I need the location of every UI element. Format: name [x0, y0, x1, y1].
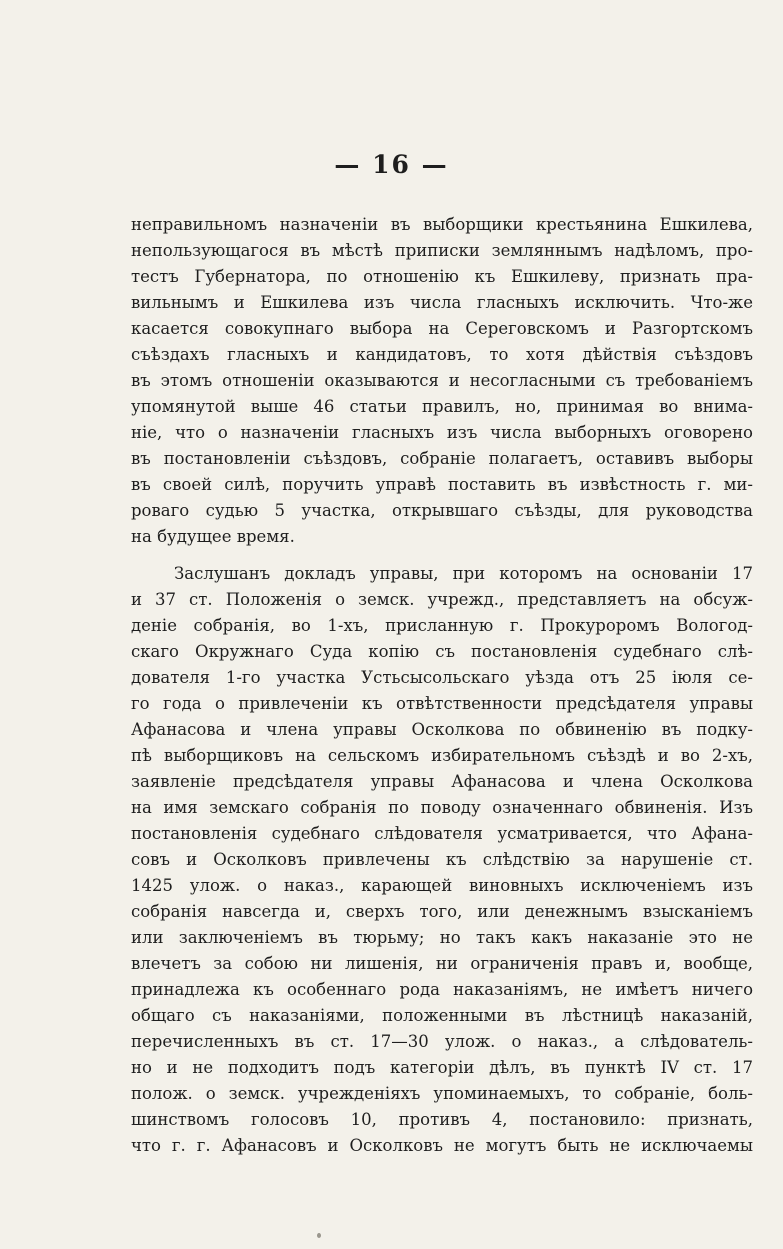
text-line: роваго судью 5 участка, открывшаго съѣзды, для руководства	[131, 501, 753, 520]
text-line: упомянутой выше 46 статьи правилъ, но, принимая во внима-	[131, 397, 753, 416]
text-line: дователя 1-го участка Устьсысольскаго уѣзда отъ 25 іюля се-	[131, 668, 753, 687]
paragraph-1	[131, 212, 753, 550]
text-line: собранія навсегда и, сверхъ того, или денежнымъ взысканіемъ	[131, 902, 753, 921]
text-line: 1425 улож. о наказ., карающей виновныхъ исключеніемъ изъ	[131, 876, 753, 895]
text-line: шинствомъ голосовъ 10, противъ 4, постановило: признать,	[131, 1110, 753, 1129]
text-line: общаго съ наказаніями, положенными въ лѣстницѣ наказаній,	[131, 1006, 753, 1025]
text-line: заявленіе предсѣдателя управы Афанасова и члена Осколкова	[131, 772, 753, 791]
text-line: ніе, что о назначеніи гласныхъ изъ числа выборныхъ оговорено	[131, 423, 753, 442]
text-line: тестъ Губернатора, по отношенію къ Ешкилеву, признать пра-	[131, 267, 753, 286]
text-line: полож. о земск. учрежденіяхъ упоминаемыхъ, то собраніе, боль-	[131, 1084, 753, 1103]
text-line: въ этомъ отношеніи оказываются и несогласными съ требованіемъ	[131, 371, 753, 390]
text-line: перечисленныхъ въ ст. 17—30 улож. о наказ., а слѣдователь-	[131, 1032, 753, 1051]
text-line: го года о привлеченіи къ отвѣтственности предсѣдателя управы	[131, 694, 753, 713]
text-line: вильнымъ и Ешкилева изъ числа гласныхъ исключить. Что-же	[131, 293, 753, 312]
text-line: пѣ выборщиковъ на сельскомъ избирательномъ съѣздѣ и во 2-хъ,	[131, 746, 753, 765]
text-line: съѣздахъ гласныхъ и кандидатовъ, то хотя дѣйствія съѣздовъ	[131, 345, 753, 364]
text-line: въ своей силѣ, поручить управѣ поставить въ извѣстность г. ми-	[131, 475, 753, 494]
text-line: или заключеніемъ въ тюрьму; но такъ какъ наказаніе это не	[131, 928, 753, 947]
text-line: неправильномъ назначеніи въ выборщики крестьянина Ешкилева,	[131, 215, 753, 234]
text-line: совъ и Осколковъ привлечены къ слѣдствію за нарушеніе ст.	[131, 850, 753, 869]
page-number: — 16 —	[334, 150, 449, 179]
text-line: въ постановленіи съѣздовъ, собраніе полагаетъ, оставивъ выборы	[131, 449, 753, 468]
text-line: скаго Окружнаго Суда копію съ постановленія судебнаго слѣ-	[131, 642, 753, 661]
text-line: но и не подходитъ подъ категоріи дѣлъ, въ пунктѣ IV ст. 17	[131, 1058, 753, 1077]
text-line: влечетъ за собою ни лишенія, ни ограниченія правъ и, вообще,	[131, 954, 753, 973]
text-line: Афанасова и члена управы Осколкова по обвиненію въ подку-	[131, 720, 753, 739]
text-line: и 37 ст. Положенія о земск. учрежд., представляетъ на обсуж-	[131, 590, 753, 609]
paragraph-2	[131, 561, 753, 1159]
text-line: на будущее время.	[131, 527, 295, 546]
text-line: постановленія судебнаго слѣдователя усматривается, что Афана-	[131, 824, 753, 843]
ink-speck	[317, 1233, 321, 1238]
text-line: Заслушанъ докладъ управы, при которомъ на основаніи 17	[174, 564, 753, 583]
text-line: непользующагося въ мѣстѣ приписки земляннымъ надѣломъ, про-	[131, 241, 753, 260]
text-line: касается совокупнаго выбора на Сереговскомъ и Разгортскомъ	[131, 319, 753, 338]
text-line: что г. г. Афанасовъ и Осколковъ не могутъ быть не исключаемы	[131, 1136, 753, 1155]
text-line: на имя земскаго собранія по поводу означеннаго обвиненія. Изъ	[131, 798, 753, 817]
text-line: деніе собранія, во 1-хъ, присланную г. Прокуроромъ Вологод-	[131, 616, 753, 635]
text-line: принадлежа къ особеннаго рода наказаніямъ, не имѣетъ ничего	[131, 980, 753, 999]
